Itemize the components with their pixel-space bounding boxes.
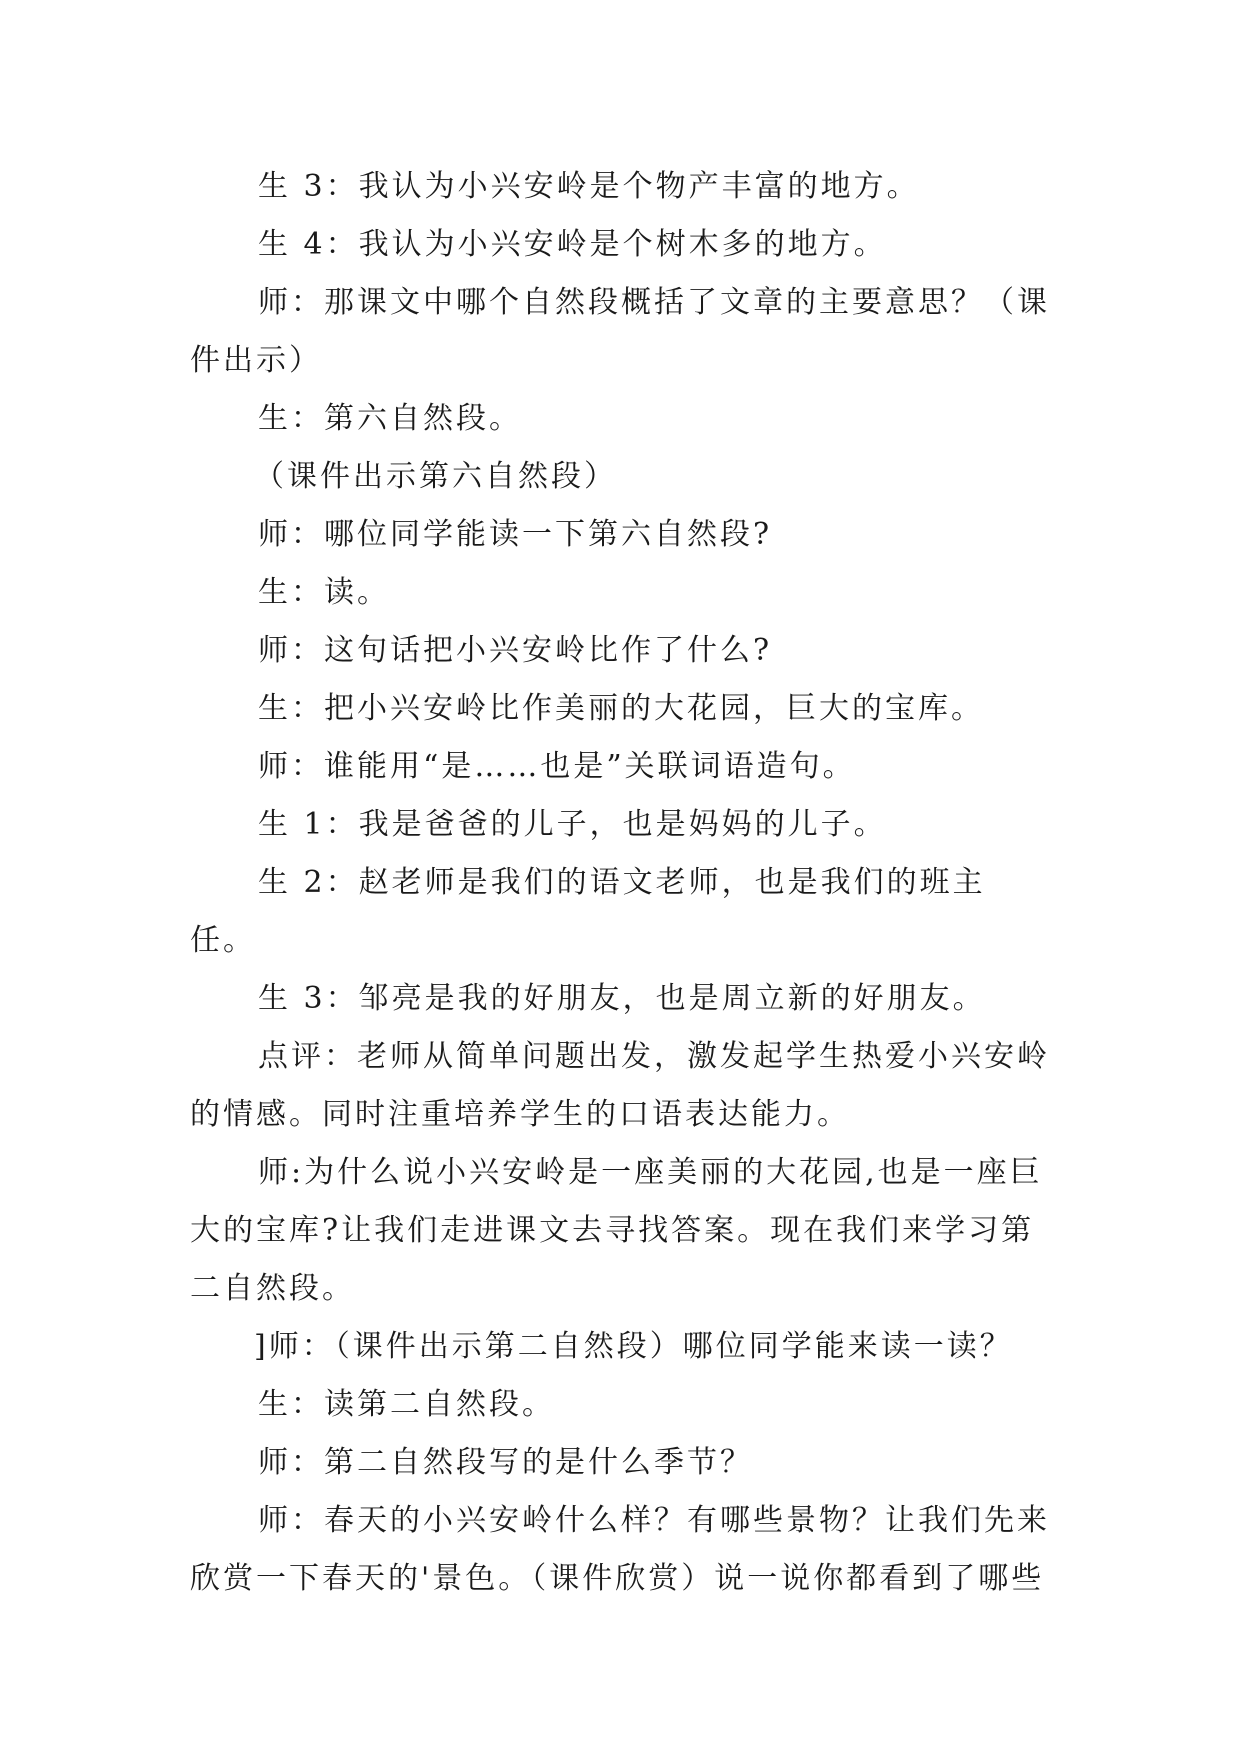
paragraph-3: 师：那课文中哪个自然段概括了文章的主要意思？（课件出示） [190, 285, 1050, 378]
document-body [190, 158, 1050, 1608]
paragraph-10: 师：谁能用“是……也是”关联词语造句。 [258, 749, 856, 784]
paragraph-19: 师：春天的小兴安岭什么样？有哪些景物？让我们先来欣赏一下春天的'景色。（课件欣赏）说一说你都看到了哪些 [190, 1503, 1050, 1596]
paragraph-8: 师：这句话把小兴安岭比作了什么? [258, 633, 773, 668]
paragraph-12: 生 2：赵老师是我们的语文老师，也是我们的班主任。 [190, 865, 986, 958]
paragraph-14: 点评：老师从简单问题出发，激发起学生热爱小兴安岭的情感。同时注重培养学生的口语表达能力。 [190, 1039, 1050, 1132]
paragraph-15: 师:为什么说小兴安岭是一座美丽的大花园,也是一座巨大的宝库?让我们走进课文去寻找答案。现在我们来学习第二自然段。 [190, 1155, 1043, 1306]
paragraph-6: 师：哪位同学能读一下第六自然段? [258, 517, 773, 552]
paragraph-17: 生：读第二自然段。 [258, 1387, 555, 1422]
paragraph-18: 师：第二自然段写的是什么季节？ [258, 1445, 753, 1480]
paragraph-1: 生 3：我认为小兴安岭是个物产丰富的地方。 [258, 169, 920, 204]
paragraph-2: 生 4：我认为小兴安岭是个树木多的地方。 [258, 227, 887, 262]
paragraph-16: ]师：（课件出示第二自然段）哪位同学能来读一读？ [254, 1329, 1013, 1364]
paragraph-9: 生：把小兴安岭比作美丽的大花园，巨大的宝库。 [258, 691, 984, 726]
paragraph-7: 生：读。 [258, 575, 390, 610]
paragraph-4: 生：第六自然段。 [258, 401, 522, 436]
paragraph-5: （课件出示第六自然段） [254, 459, 617, 494]
paragraph-11: 生 1：我是爸爸的儿子，也是妈妈的儿子。 [258, 807, 887, 842]
paragraph-13: 生 3：邹亮是我的好朋友，也是周立新的好朋友。 [258, 981, 986, 1016]
